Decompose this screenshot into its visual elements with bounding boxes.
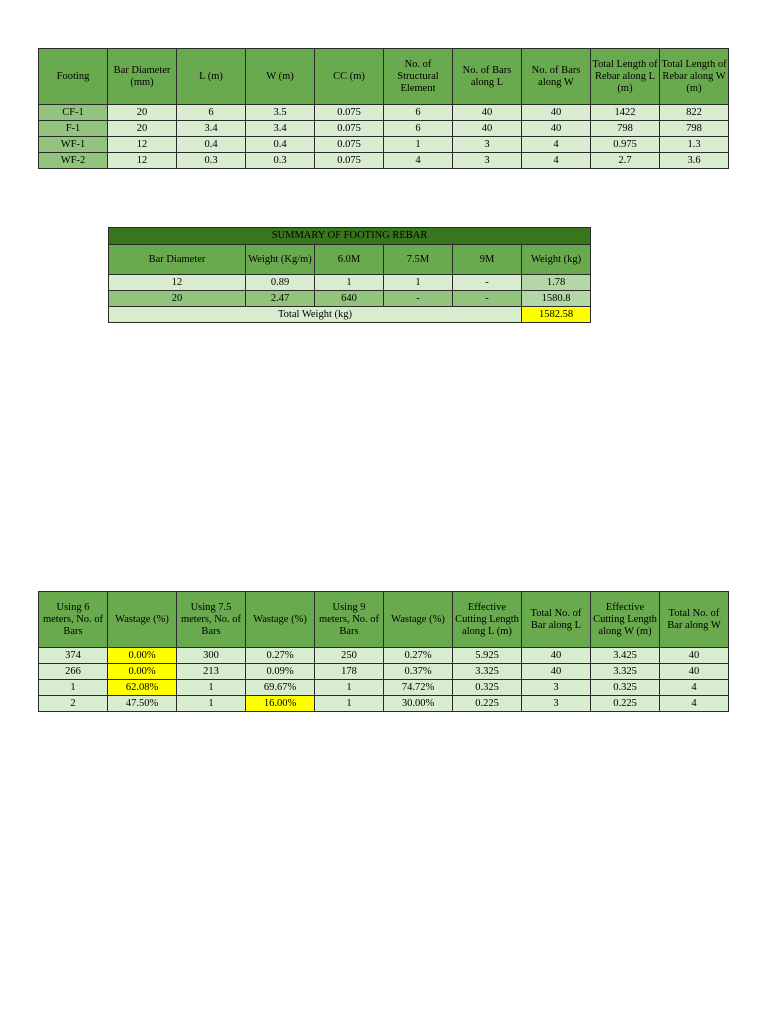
table-cell: 0.09%: [246, 664, 315, 680]
table-cell: -: [384, 291, 453, 307]
col-header: Using 9 meters, No. of Bars: [315, 592, 384, 648]
table-cell: 374: [39, 648, 108, 664]
table-cell: 69.67%: [246, 680, 315, 696]
col-header: Effective Cutting Length along L (m): [453, 592, 522, 648]
footing-header-row: [39, 49, 729, 105]
summary-total-row: [109, 307, 591, 323]
table-row: [109, 275, 591, 291]
summary-title: SUMMARY OF FOOTING REBAR: [109, 228, 591, 245]
table-cell: 1.3: [660, 137, 729, 153]
footing-table: [38, 48, 729, 169]
table-cell: 1.78: [522, 275, 591, 291]
table-cell: 47.50%: [108, 696, 177, 712]
table-cell: 0.225: [591, 696, 660, 712]
col-header: Wastage (%): [384, 592, 453, 648]
table-cell: 4: [660, 680, 729, 696]
col-header: L (m): [177, 49, 246, 105]
col-header: Bar Diameter: [109, 245, 246, 275]
col-header: Weight (kg): [522, 245, 591, 275]
table-cell: 0.075: [315, 105, 384, 121]
col-header: Effective Cutting Length along W (m): [591, 592, 660, 648]
table-cell: 4: [384, 153, 453, 169]
table-row: [39, 648, 729, 664]
table-row: [109, 291, 591, 307]
table-cell: 1422: [591, 105, 660, 121]
table-cell: 2.7: [591, 153, 660, 169]
table-cell: 0.89: [246, 275, 315, 291]
table-cell: 3.4: [246, 121, 315, 137]
table-cell: 178: [315, 664, 384, 680]
table-cell: 40: [522, 648, 591, 664]
table-cell: 0.075: [315, 121, 384, 137]
table-cell: 0.325: [591, 680, 660, 696]
table-cell: 1: [384, 275, 453, 291]
footing-name: CF-1: [39, 105, 108, 121]
summary-title-row: [109, 228, 591, 245]
table-cell: 6: [384, 121, 453, 137]
table-cell: 40: [660, 664, 729, 680]
table-cell: 40: [522, 664, 591, 680]
col-header: Bar Diameter (mm): [108, 49, 177, 105]
table-cell: 0.225: [453, 696, 522, 712]
table-cell: 40: [522, 105, 591, 121]
col-header: 9M: [453, 245, 522, 275]
table-cell: 3: [522, 680, 591, 696]
col-header: Total No. of Bar along L: [522, 592, 591, 648]
table-cell: 4: [522, 153, 591, 169]
table-cell: 20: [108, 121, 177, 137]
table-row: [39, 121, 729, 137]
wastage-header-row: [39, 592, 729, 648]
table-cell: 40: [522, 121, 591, 137]
table-cell: 0.975: [591, 137, 660, 153]
table-cell: 1: [177, 680, 246, 696]
table-cell: -: [453, 275, 522, 291]
table-cell: 20: [109, 291, 246, 307]
table-cell: 40: [660, 648, 729, 664]
table-cell: 16.00%: [246, 696, 315, 712]
col-header: No. of Bars along W: [522, 49, 591, 105]
table-cell: 30.00%: [384, 696, 453, 712]
table-cell: 4: [522, 137, 591, 153]
footing-name: F-1: [39, 121, 108, 137]
table-row: [39, 696, 729, 712]
table-cell: 0.27%: [384, 648, 453, 664]
table-cell: 1: [177, 696, 246, 712]
table-cell: 4: [660, 696, 729, 712]
col-header: W (m): [246, 49, 315, 105]
table-cell: 2.47: [246, 291, 315, 307]
table-cell: 12: [108, 153, 177, 169]
table-cell: 266: [39, 664, 108, 680]
col-header: No. of Bars along L: [453, 49, 522, 105]
summary-table: [108, 227, 591, 323]
table-cell: 3.325: [591, 664, 660, 680]
table-cell: 12: [108, 137, 177, 153]
table-cell: 798: [591, 121, 660, 137]
table-cell: 0.075: [315, 137, 384, 153]
col-header: Using 7.5 meters, No. of Bars: [177, 592, 246, 648]
table-cell: 3.4: [177, 121, 246, 137]
table-cell: 0.00%: [108, 648, 177, 664]
table-cell: 0.4: [246, 137, 315, 153]
table-row: [39, 680, 729, 696]
table-cell: 1: [315, 275, 384, 291]
col-header: Total Length of Rebar along W (m): [660, 49, 729, 105]
footing-name: WF-1: [39, 137, 108, 153]
col-header: CC (m): [315, 49, 384, 105]
table-cell: 640: [315, 291, 384, 307]
col-header: 6.0M: [315, 245, 384, 275]
table-row: [39, 153, 729, 169]
table-cell: 12: [109, 275, 246, 291]
summary-header-row: [109, 245, 591, 275]
table-cell: 20: [108, 105, 177, 121]
total-weight-value: 1582.58: [522, 307, 591, 323]
table-cell: 3: [522, 696, 591, 712]
table-cell: 1: [39, 680, 108, 696]
total-weight-label: Total Weight (kg): [109, 307, 522, 323]
table-cell: 0.37%: [384, 664, 453, 680]
table-cell: 3: [453, 153, 522, 169]
table-cell: 822: [660, 105, 729, 121]
table-cell: 798: [660, 121, 729, 137]
table-cell: 0.075: [315, 153, 384, 169]
table-row: [39, 137, 729, 153]
col-header: Wastage (%): [246, 592, 315, 648]
table-cell: 40: [453, 105, 522, 121]
table-row: [39, 664, 729, 680]
table-cell: 6: [177, 105, 246, 121]
wastage-table: [38, 591, 729, 712]
table-cell: 40: [453, 121, 522, 137]
table-cell: 1: [315, 680, 384, 696]
col-header: Total Length of Rebar along L (m): [591, 49, 660, 105]
table-cell: 1: [315, 696, 384, 712]
table-cell: 3: [453, 137, 522, 153]
table-cell: 2: [39, 696, 108, 712]
table-cell: 250: [315, 648, 384, 664]
col-header: Weight (Kg/m): [246, 245, 315, 275]
table-cell: 1: [384, 137, 453, 153]
col-header: Footing: [39, 49, 108, 105]
col-header: Using 6 meters, No. of Bars: [39, 592, 108, 648]
table-cell: 3.5: [246, 105, 315, 121]
col-header: 7.5M: [384, 245, 453, 275]
table-cell: 300: [177, 648, 246, 664]
table-cell: 0.4: [177, 137, 246, 153]
table-cell: 3.325: [453, 664, 522, 680]
col-header: Total No. of Bar along W: [660, 592, 729, 648]
table-cell: 0.00%: [108, 664, 177, 680]
table-cell: 0.3: [246, 153, 315, 169]
table-cell: 62.08%: [108, 680, 177, 696]
table-cell: 0.3: [177, 153, 246, 169]
table-cell: 213: [177, 664, 246, 680]
table-row: [39, 105, 729, 121]
table-cell: 0.27%: [246, 648, 315, 664]
table-cell: 0.325: [453, 680, 522, 696]
footing-name: WF-2: [39, 153, 108, 169]
table-cell: 74.72%: [384, 680, 453, 696]
table-cell: 3.425: [591, 648, 660, 664]
table-cell: 5.925: [453, 648, 522, 664]
table-cell: 6: [384, 105, 453, 121]
table-cell: -: [453, 291, 522, 307]
col-header: Wastage (%): [108, 592, 177, 648]
col-header: No. of Structural Element: [384, 49, 453, 105]
table-cell: 3.6: [660, 153, 729, 169]
table-cell: 1580.8: [522, 291, 591, 307]
